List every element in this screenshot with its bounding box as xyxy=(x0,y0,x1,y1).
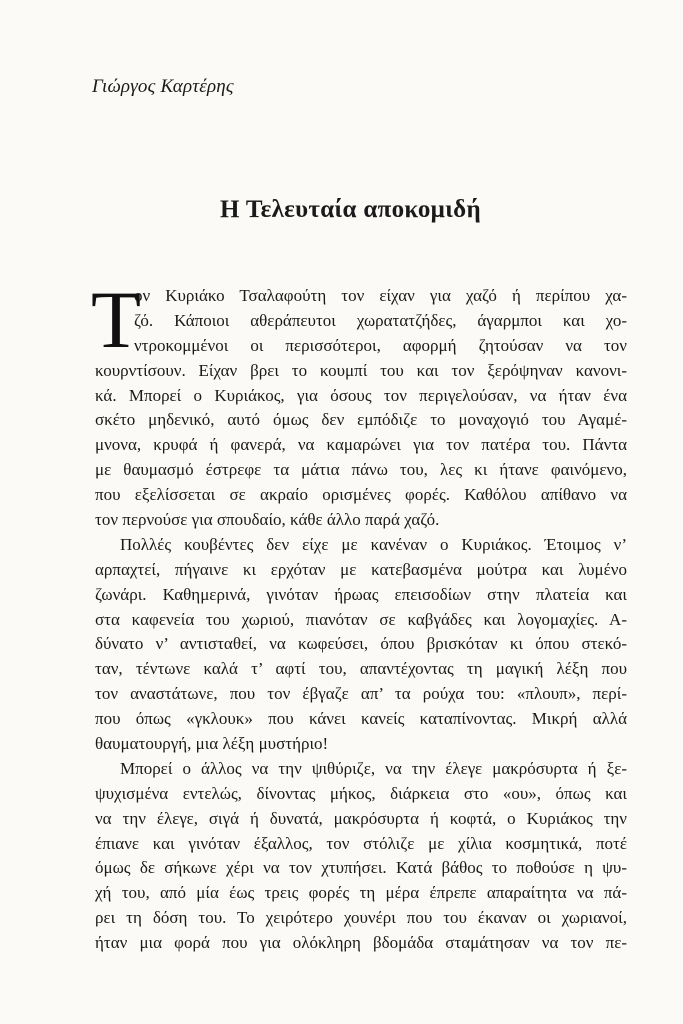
text-line: χή του, από μία έως τρεις φορές τη μέρα έπρεπε απαραίτητα να πά- xyxy=(95,883,627,903)
text-line: ον Κυριάκο Τσαλαφούτη τον είχαν για χαζό ή περίπου χα- xyxy=(134,286,627,305)
text-line: ζό. Κάποιοι αθεράπευτοι χωρατατζήδες, άγαρμποι και χο- xyxy=(134,310,627,330)
text-line: στα καφενεία του χωριού, πιανόταν σε καβγάδες και λογομαχίες. Α- xyxy=(95,609,627,629)
paragraph xyxy=(95,757,627,956)
paragraph xyxy=(95,533,627,757)
paragraph xyxy=(95,284,627,533)
text-line: κουρντίσουν. Είχαν βρει το κουμπί του και τον ξερόψηναν κανονι- xyxy=(95,360,627,380)
text-line: ζωνάρι. Καθημερινά, γινόταν ήρωας επεισοδίων στην πλατεία και xyxy=(95,584,627,604)
text-line: ρει τη δόση του. Το χειρότερο χουνέρι που του έκαναν οι χωριανοί, xyxy=(95,908,627,928)
text-line: ψυχισμένα εντελώς, δίνοντας μήκος, διάρκεια στο «ου», όπως και xyxy=(95,783,627,803)
text-line: ντροκομμένοι οι περισσότεροι, αφορμή ζητούσαν να τον xyxy=(134,335,627,355)
text-line: δύνατο ν’ αντισταθεί, να κωφεύσει, όπου βρισκόταν κι όπου στεκό- xyxy=(95,634,627,654)
drop-cap: Τ xyxy=(91,274,142,365)
chapter-title: Η Τελευταία αποκομιδή xyxy=(220,196,481,223)
text-line: να την έλεγε, σιγά ή δυνατά, μακρόσυρτα ή κοφτά, ο Κυριάκος την xyxy=(95,808,627,828)
text-line: έπιανε και γινόταν έξαλλος, τον στόλιζε με χίλια κοσμητικά, ποτέ xyxy=(95,833,627,853)
text-line: τον περνούσε για σπουδαίο, κάθε άλλο παρά χαζό. xyxy=(95,510,440,530)
text-line: με θαυμασμό έστρεφε τα μάτια πάνω του, λες κι ήτανε φαινόμενο, xyxy=(95,460,627,480)
author-name: Γιώργος Καρτέρης xyxy=(92,76,234,97)
text-line: που όπως «γκλουκ» που κάνει κανείς καταπίνοντας. Μικρή αλλά xyxy=(95,709,627,729)
text-line: Μπορεί ο άλλος να την ψιθύριζε, να την έλεγε μακρόσυρτα ή ξε- xyxy=(120,758,627,778)
text-line: αρπαχτεί, πήγαινε κι ερχόταν με κατεβασμένα μούτρα και λυμένο xyxy=(95,559,627,579)
text-line: ταν, τέντωνε καλά τ’ αφτί του, απαντέχοντας τη μαγική λέξη που xyxy=(95,659,627,679)
text-line: τον αναστάτωνε, που τον έβγαζε απ’ τα ρούχα του: «πλουπ», περί- xyxy=(95,684,627,704)
text-line: κά. Μπορεί ο Κυριάκος, για όσους τον περιγελούσαν, να ήταν ένα xyxy=(95,385,627,405)
body-text xyxy=(91,274,627,956)
text-line: Πολλές κουβέντες δεν είχε με κανέναν ο Κυριάκος. Έτοιμος ν’ xyxy=(120,534,627,554)
text-line: που εξελίσσεται σε ακραίο ορισμένες φορές. Καθόλου απίθανο να xyxy=(95,485,627,505)
text-line: σκέτο μηδενικό, αυτό όμως δεν εμπόδιζε το μοναχογιό του Αγαμέ- xyxy=(95,410,627,430)
text-line: όμως δε σήκωνε χέρι να τον χτυπήσει. Κατά βάθος το ποθούσε η ψυ- xyxy=(95,858,627,878)
text-line: μνονα, κρυφά ή φανερά, να καμαρώνει για τον πατέρα του. Πάντα xyxy=(95,435,627,455)
text-line: ήταν μια φορά που για ολόκληρη βδομάδα σταμάτησαν να τον πε- xyxy=(95,933,627,953)
text-line: θαυματουργή, μια λέξη μυστήριο! xyxy=(95,734,329,754)
